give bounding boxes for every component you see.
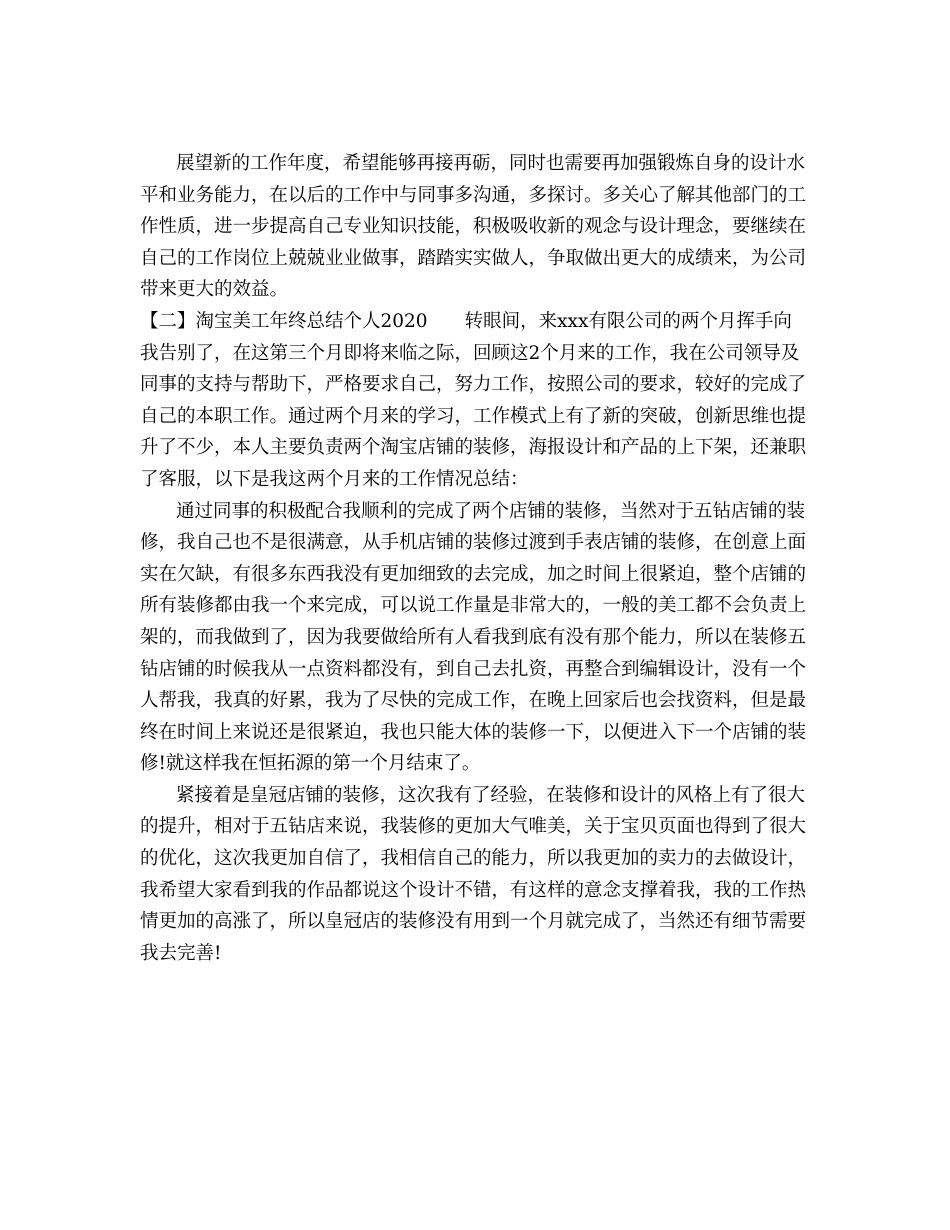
paragraph-line: 修，我自己也不是很满意，从手机店铺的装修过渡到手表店铺的装修，在创意上面 — [140, 532, 807, 554]
paragraph-line: 了客服，以下是我这两个月来的工作情况总结： — [140, 468, 529, 490]
paragraph-line: 紧接着是皇冠店铺的装修，这次我有了经验，在装修和设计的风格上有了很大 — [176, 784, 806, 806]
paragraph-line: 的优化，这次我更加自信了，我相信自己的能力，所以我更加的卖力的去做设计， — [140, 848, 807, 870]
paragraph-line: 的提升，相对于五钻店来说，我装修的更加大气唯美，关于宝贝页面也得到了很大 — [140, 816, 807, 838]
paragraph-line: 终在时间上来说还是很紧迫，我也只能大体的装修一下，以便进入下一个店铺的装 — [140, 721, 807, 743]
paragraph-line: 我告别了，在这第三个月即将来临之际，回顾这2个月来的工作，我在公司领导及 — [140, 342, 800, 364]
paragraph-line: 情更加的高涨了，所以皇冠店的装修没有用到一个月就完成了，当然还有细节需要 — [140, 911, 807, 933]
paragraph-line: 修!就这样我在恒拓源的第一个月结束了。 — [140, 753, 481, 775]
section-heading-line: 【二】淘宝美工年终总结个人2020 转眼间，来xxx有限公司的两个月挥手向 — [140, 310, 792, 332]
paragraph-line: 带来更大的效益。 — [140, 279, 289, 301]
paragraph-line: 自己的本职工作。通过两个月来的学习，工作模式上有了新的突破，创新思维也提 — [140, 405, 807, 427]
paragraph-line: 展望新的工作年度，希望能够再接再砺，同时也需要再加强锻炼自身的设计水 — [176, 153, 806, 174]
paragraph-line: 我希望大家看到我的作品都说这个设计不错，有这样的意念支撑着我，我的工作热 — [140, 879, 807, 901]
paragraph-line: 架的，而我做到了，因为我要做给所有人看我到底有没有那个能力，所以在装修五 — [140, 626, 807, 648]
paragraph-line: 通过同事的积极配合我顺利的完成了两个店铺的装修，当然对于五钻店铺的装 — [176, 500, 806, 522]
paragraph-line: 平和业务能力，在以后的工作中与同事多沟通，多探讨。多关心了解其他部门的工 — [140, 184, 807, 206]
paragraph-line: 所有装修都由我一个来完成，可以说工作量是非常大的，一般的美工都不会负责上 — [140, 595, 807, 617]
paragraph-line: 人帮我，我真的好累，我为了尽快的完成工作，在晚上回家后也会找资料，但是最 — [140, 690, 807, 712]
paragraph-line: 作性质，进一步提高自己专业知识技能，积极吸收新的观念与设计理念，要继续在 — [140, 216, 807, 238]
paragraph-line: 实在欠缺，有很多东西我没有更加细致的去完成，加之时间上很紧迫，整个店铺的 — [140, 563, 807, 585]
document-body — [140, 148, 820, 969]
paragraph-line: 同事的支持与帮助下，严格要求自己，努力工作，按照公司的要求，较好的完成了 — [140, 374, 807, 396]
paragraph-line: 自己的工作岗位上兢兢业业做事，踏踏实实做人，争取做出更大的成绩来，为公司 — [140, 247, 807, 269]
paragraph-line: 我去完善! — [140, 942, 222, 964]
paragraph-line: 钻店铺的时候我从一点资料都没有，到自己去扎资，再整合到编辑设计，没有一个 — [140, 658, 807, 680]
paragraph-line: 升了不少，本人主要负责两个淘宝店铺的装修，海报设计和产品的上下架，还兼职 — [140, 437, 807, 459]
